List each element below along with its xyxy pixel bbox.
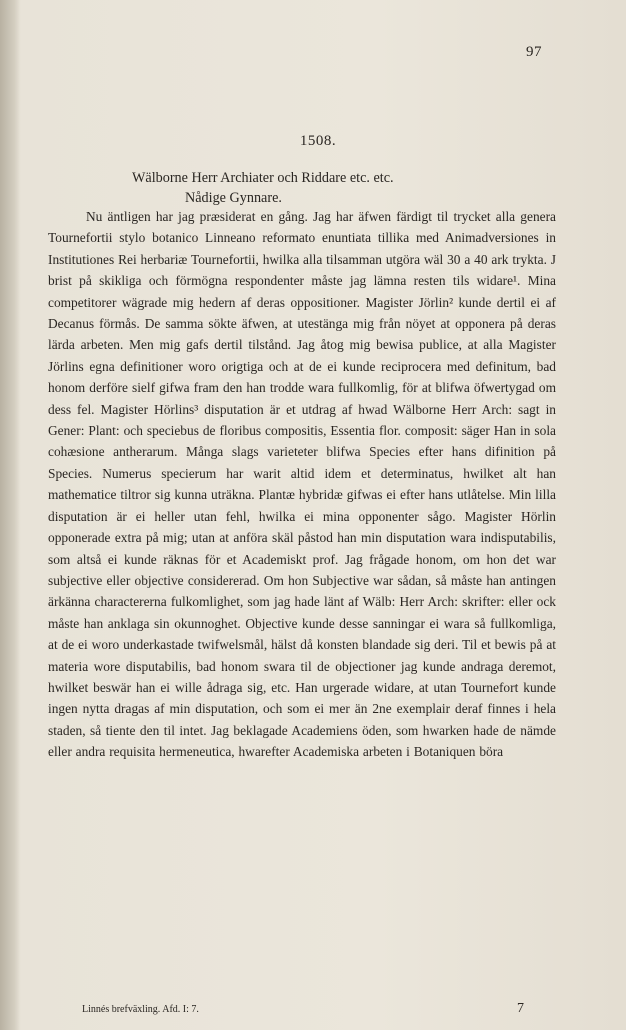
salutation-line-2: Nådige Gynnare.	[185, 190, 282, 206]
footer-sheet-number: 7	[517, 1001, 524, 1016]
salutation-line-1: Wälborne Herr Archiater och Riddare etc. etc.	[132, 170, 394, 186]
page-number: 97	[526, 44, 542, 60]
letter-body: Nu äntligen har jag præsiderat en gång. Jag har äfwen färdigt til trycket alla genera Tournefortii stylo botanico Linneano reformato enuntiata tillika med Animadversiones in Institutiones Rei herbariæ Tournefortii, hwilka alla tilsamman utgöra wäl 30 a 40 ark trykta. J brist på skikliga och förmögna respondenter måste jag lämna resten tils widare¹. Mina competitorer wägrade mig hedern af deras oppositioner. Magister Jörlin² kunde dertil ei af Decanus förmås. De samma sökte äfwen, at utestänga mig från nöyet at opponera på deras lärda arbeten. Men mig gafs dertil tilstånd. Jag åtog mig bewisa publice, at alla Magister Jörlins egna definitioner woro origtiga och at de ei kunde reciprocera med definitum, bad honom derföre sielf gifwa fram den han trodde wara fullkomlig, för at blifwa öfwertygad om dess fel. Magister Hörlins³ disputation är et utdrag af hwad Wälborne Herr Arch: sagt in Gener: Plant: och speciebus de floribus compositis, Essentia flor. composit: säger Han in sola cohæsione antherarum. Många slags varieteter blifwa Species efter hans difinition på Species. Numerus specierum har warit altid idem et determinatus, hwilket alt han mathematice tiltror sig kunna uträkna. Plantæ hybridæ gifwas ei efter hans utlåtelse. Min lilla disputation är ei heller utan fehl, hwilka ei mina opponenter sågo. Magister Hörlin opponerade extra på mig; utan at anföra skäl påstod han min disputation wara indisputabilis, som altså ei kunde räknas för et Academiskt prof. Jag frågade honom, om hon det war subjective eller objective considererad. Om hon Subjective war sådan, så måste han antingen ärkänna charactererna fulkomlighet, som jag hade länt af Wälb: Herr Arch: skrifter: eller ock måste han anklaga sin okunnoghet. Objective kunde desse sanningar ei wara så fullkomliga, at de ei woro underkastade twifwelsmål, hälst då konsten blandade sig deri. Til et bewis på at materia wore disputabilis, bad honom swara til de objectioner jag kunde andraga deremot, hwilket beswär han ei wille ådraga sig, etc. Han urgerade widare, at utan Tournefort kunde ingen nytta dragas af min disputation, och som ei mer än 2ne exemplair deraf finnes i hela staden, så tiente den til intet. Jag beklagade Academiens öden, som hwarken hade de nämde eller andra requisita hermeneutica, hwarefter Academiska arbeten i Botaniquen böra	[48, 209, 556, 760]
page-gutter-shadow	[0, 0, 20, 1030]
page-footer	[82, 1001, 524, 1017]
footer-signature: Linnés brefväxling. Afd. I: 7.	[82, 1004, 199, 1015]
letter-number: 1508.	[299, 133, 337, 149]
salutation	[132, 168, 394, 208]
